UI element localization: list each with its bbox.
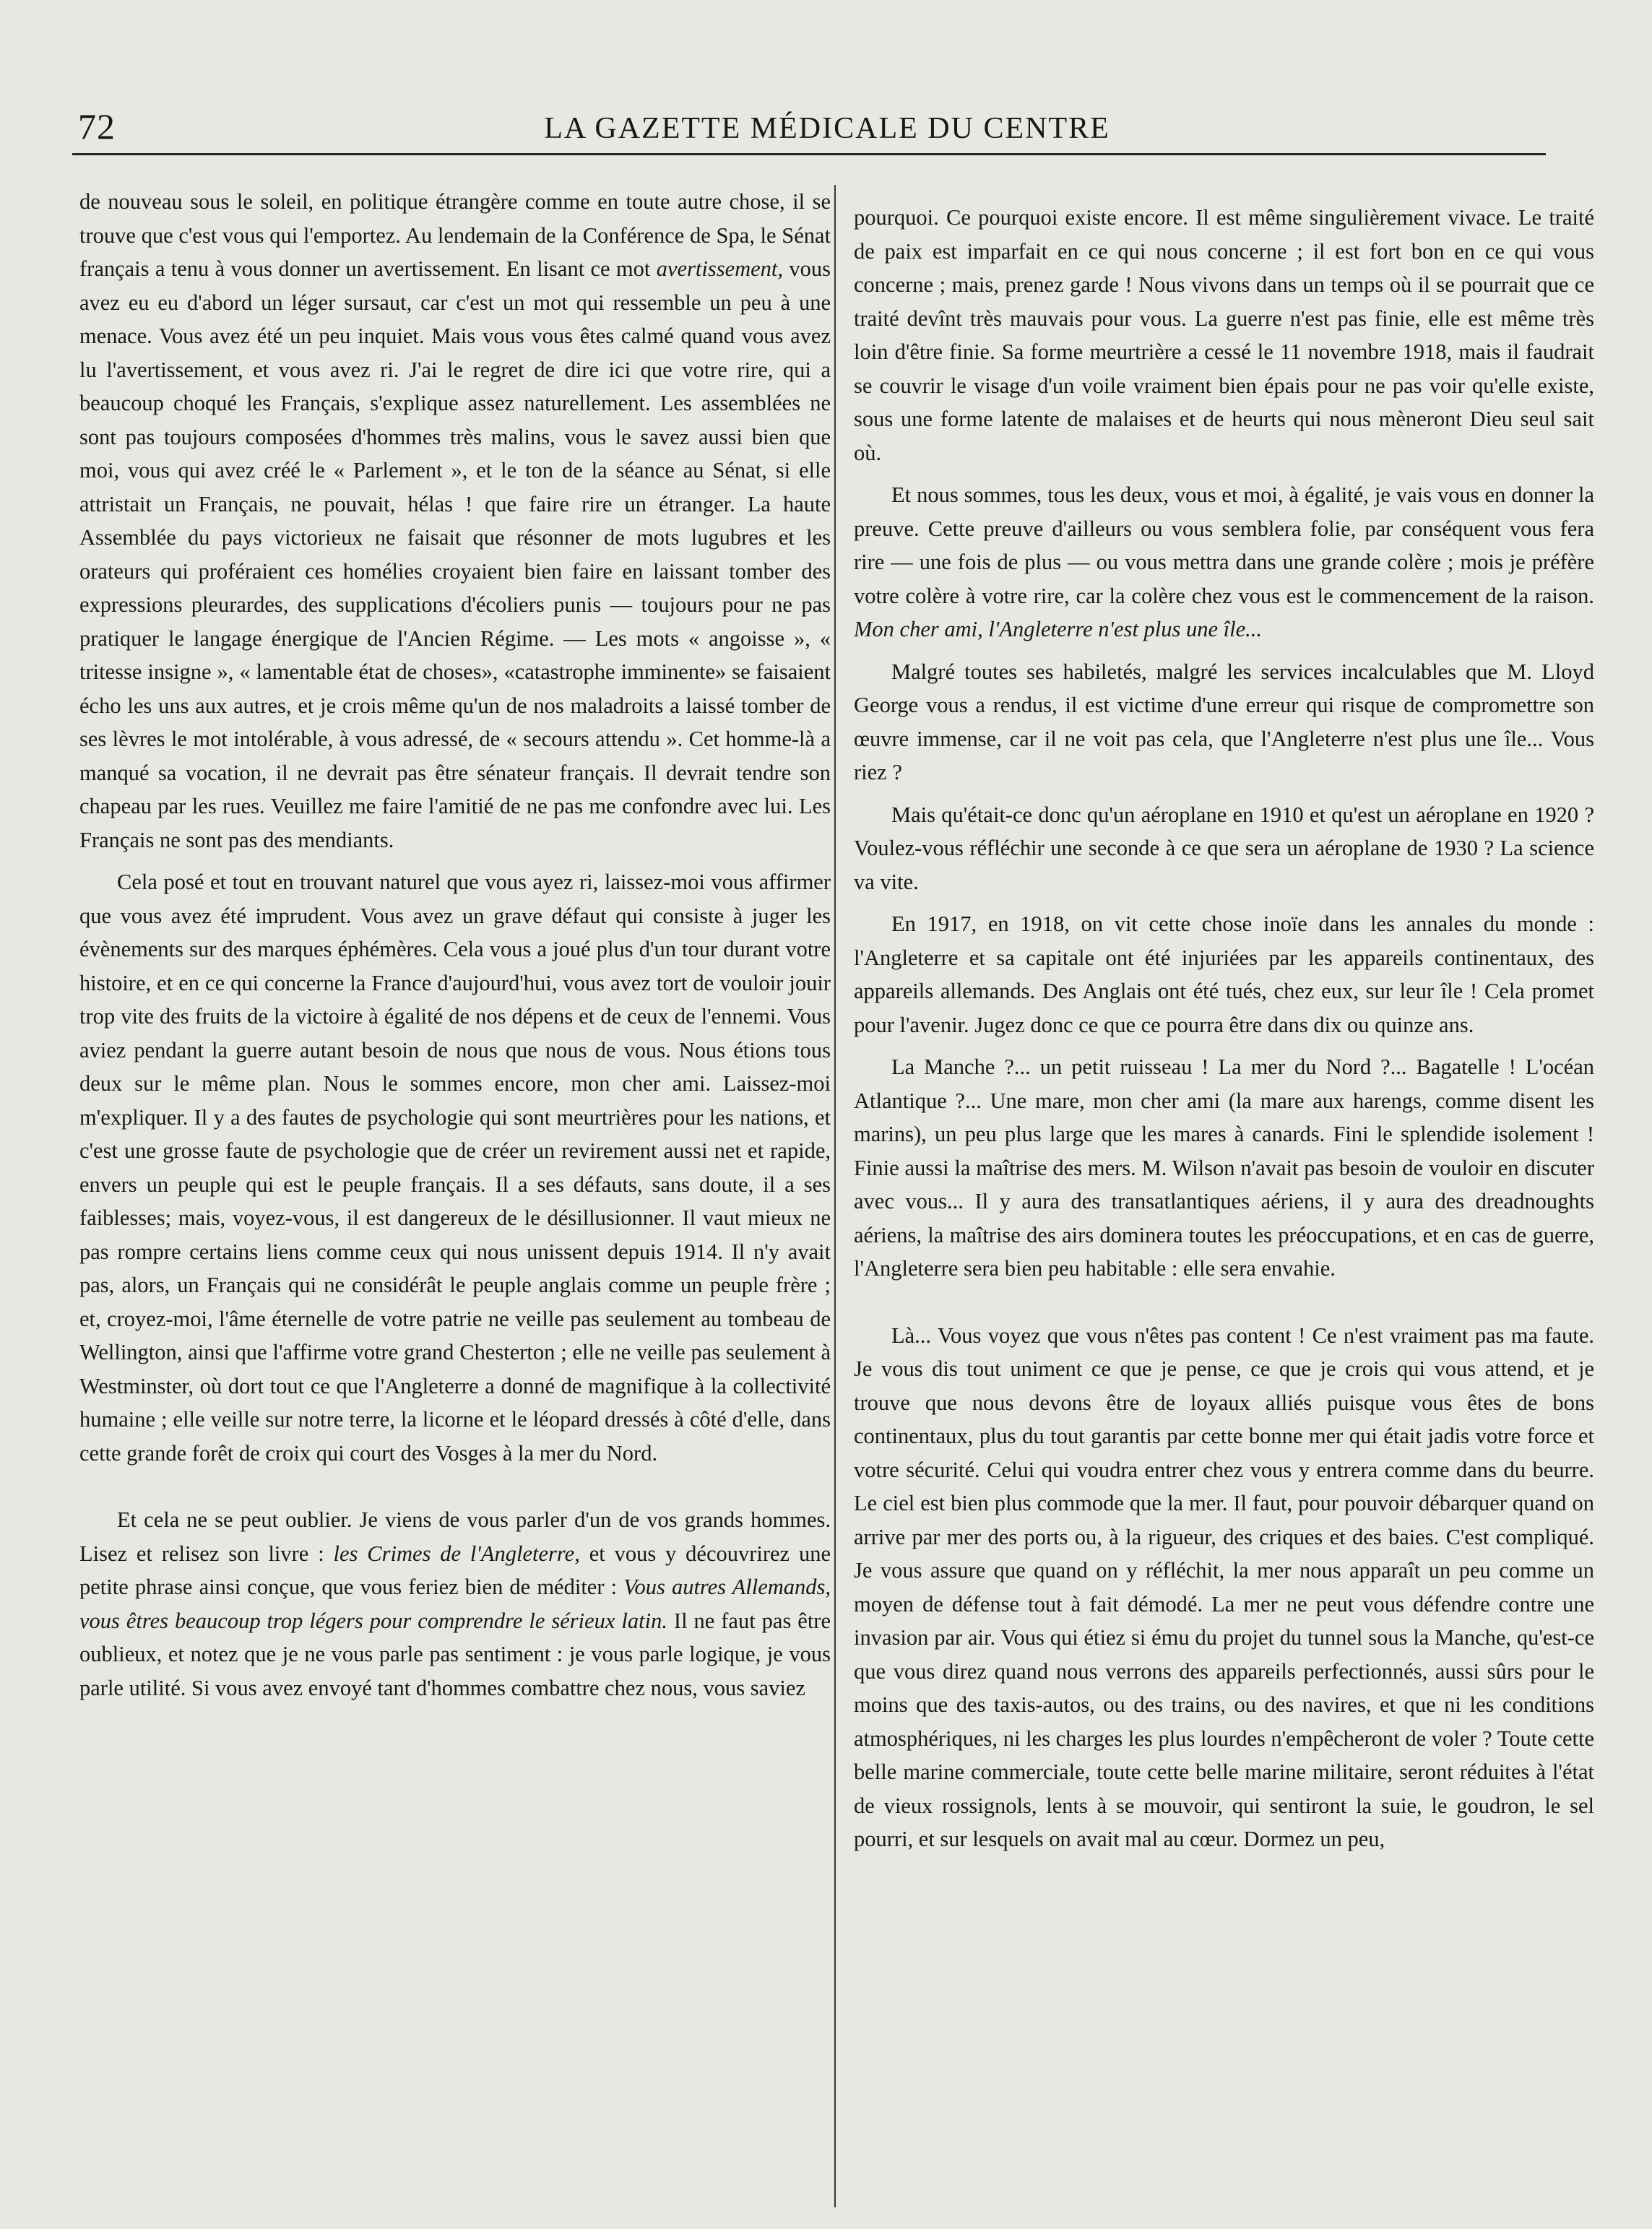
right-paragraph-5: En 1917, en 1918, on vit cette chose inoïe dans les annales du monde : l'Angleterre et sa capitale ont été injuriées par les appareils continentaux, des appareils allemands. Des Anglais ont été tués, chez eux, sur leur île ! Cela promet pour l'avenir. Jugez donc ce que ce pourra être dans dix ou quinze ans.	[854, 912, 1594, 1037]
left-paragraph-1: de nouveau sous le soleil, en politique étrangère comme en toute autre chose, il se trouve que c'est vous qui l'emportez. Au lendemain de la Conférence de Spa, le Sénat français a tenu à vous donner un avertissement. En lisant ce mot avertissement, vous avez eu eu d'abord un léger sursaut, car c'est un mot qui ressemble un peu à une menace. Vous avez été un peu inquiet. Mais vous vous êtes calmé quand vous avez lu l'avertissement, et vous avez ri. J'ai le regret de dire ici que votre rire, qui a beaucoup choqué les Français, s'explique assez naturellement. Les assemblées ne sont pas toujours composées d'hommes très malins, vous le savez aussi bien que moi, vous qui avez créé le « Parlement », et le ton de la séance au Sénat, si elle attristait un Français, ne pouvait, hélas ! que faire rire un étranger. La haute Assemblée du pays victorieux ne faisait que résonner de mots lugubres et les orateurs qui proféraient ces homélies croyaient bien faire en laissant tomber des expressions pleurardes, des supplications d'écoliers punis — toujours pour ne pas pratiquer le langage énergique de l'Ancien Régime. — Les mots « angoisse », « tritesse insigne », « lamentable état de choses», «catastrophe imminente» se faisaient écho les uns aux autres, et je crois même qu'un de nos maladroits a laissé tomber de ses lèvres le mot intolérable, à vous adressé, de « secours attendu ». Cet homme-là a manqué sa vocation, il ne devrait pas être sénateur français. Il devrait tendre son chapeau par les rues. Veuillez me faire l'amitié de ne pas me confondre avec lui. Les Français ne sont pas des mendiants.	[79, 189, 831, 852]
left-column	[79, 185, 831, 2207]
right-column	[854, 201, 1594, 2223]
header-rule	[72, 153, 1546, 155]
column-divider	[834, 185, 836, 2207]
right-paragraph-6: La Manche ?... un petit ruisseau ! La mer du Nord ?... Bagatelle ! L'océan Atlantique ?... Une mare, mon cher ami (la mare aux harengs, comme disent les marins), un peu plus large que les mares à canards. Fini le splendide isolement ! Finie aussi la maîtrise des mers. M. Wilson n'avait pas besoin de vouloir en discuter avec vous... Il y aura des transatlantiques aériens, il y aura des dreadnoughts aériens, la maîtrise des airs dominera toutes les préoccupations, et en cas de guerre, l'Angleterre sera bien peu habitable : elle sera envahie.	[854, 1055, 1594, 1281]
page-number: 72	[78, 106, 116, 147]
journal-title: LA GAZETTE MÉDICALE DU CENTRE	[544, 112, 1110, 145]
right-paragraph-3: Malgré toutes ses habiletés, malgré les services incalculables que M. Lloyd George vous a rendus, il est victime d'une erreur qui risque de compromettre son œuvre immense, car il ne voit pas cela, que l'Angleterre n'est plus une île... Vous riez ?	[854, 659, 1594, 784]
left-paragraph-3: Et cela ne se peut oublier. Je viens de vous parler d'un de vos grands hommes. Lisez et relisez son livre : les Crimes de l'Angleterre, et vous y découvrirez une petite phrase ainsi conçue, que vous feriez bien de méditer : Vous autres Allemands, vous êtres beaucoup trop légers pour comprendre le sérieux latin. Il ne faut pas être oublieux, et notez que je ne vous parle pas sentiment : je vous parle logique, je vous parle utilité. Si vous avez envoyé tant d'hommes combattre chez nous, vous saviez	[79, 1507, 831, 1700]
page-header	[65, 101, 1589, 159]
right-paragraph-2: Et nous sommes, tous les deux, vous et moi, à égalité, je vais vous en donner la preuve. Cette preuve d'ailleurs ou vous semblera folie, par conséquent vous fera rire — une fois de plus — ou vous mettra dans une grande colère ; mois je préfère votre colère à votre rire, car la colère chez vous est le commencement de la raison. Mon cher ami, l'Angleterre n'est plus une île...	[854, 482, 1594, 641]
right-paragraph-1: pourquoi. Ce pourquoi existe encore. Il est même singulièrement vivace. Le traité de paix est imparfait en ce qui nous concerne ; il est fort bon en ce qui vous concerne ; mais, prenez garde ! Nous vivons dans un temps où il se pourrait que ce traité devînt très mauvais pour vous. La guerre n'est pas finie, elle est même très loin d'être finie. Sa forme meurtrière a cessé le 11 novembre 1918, mais il faudrait se couvrir le visage d'un voile vraiment bien épais pour ne pas voir qu'elle existe, sous une forme latente de malaises et de heurts qui nous mèneront Dieu seul sait où.	[854, 205, 1594, 465]
right-paragraph-4: Mais qu'était-ce donc qu'un aéroplane en 1910 et qu'est un aéroplane en 1920 ? Voulez-vous réfléchir une seconde à ce que sera un aéroplane de 1930 ? La science va vite.	[854, 802, 1594, 894]
left-paragraph-2: Cela posé et tout en trouvant naturel que vous ayez ri, laissez-moi vous affirmer que vous avez été imprudent. Vous avez un grave défaut qui consiste à juger les évènements sur des marques éphémères. Cela vous a joué plus d'un tour durant votre histoire, et en ce qui concerne la France d'aujourd'hui, vous avez tort de vouloir jouir trop vite des fruits de la victoire à égalité de nos dépens et de ceux de l'ennemi. Vous aviez pendant la guerre autant besoin de nous que nous de vous. Nous étions tous deux sur le même plan. Nous le sommes encore, mon cher ami. Laissez-moi m'expliquer. Il y a des fautes de psychologie qui sont meurtrières pour les nations, et c'est une grosse faute de psychologie que de créer un revirement aussi net et rapide, envers un peuple qui est le peuple français. Il a ses défauts, sans doute, il a ses faiblesses; mais, voyez-vous, il est dangereux de le désillusionner. Il vaut mieux ne pas rompre certains liens comme ceux qui nous unissent depuis 1914. Il n'y avait pas, alors, un Français qui ne considérât le peuple anglais comme un peuple frère ; et, croyez-moi, l'âme éternelle de votre patrie ne veille pas seulement au tombeau de Wellington, ainsi que l'affirme votre grand Chesterton ; elle ne veille pas seulement à Westminster, où dort tout ce que l'Angleterre a donné de magnifique à la collectivité humaine ; elle veille sur notre terre, la licorne et le léopard dressés à côté d'elle, dans cette grande forêt de croix qui court des Vosges à la mer du Nord.	[79, 870, 831, 1466]
right-paragraph-7: Là... Vous voyez que vous n'êtes pas content ! Ce n'est vraiment pas ma faute. Je vous dis tout uniment ce que je pense, ce que je crois qui vous attend, et je trouve que nous devons être de loyaux alliés puisque vous êtes de bons continentaux, plus du tout garantis par cette bonne mer qui était jadis votre force et votre sécurité. Celui qui voudra entrer chez vous y entrera comme dans du beurre. Le ciel est bien plus commode que la mer. Il faut, pour pouvoir débarquer quand on arrive par mer des ports ou, à la rigueur, des criques et des baies. C'est compliqué. Je vous assure que quand on y réfléchit, la mer nous apparaît un peu comme un moyen de défense tout à fait démodé. La mer ne peut vous défendre contre une invasion par air. Vous qui étiez si ému du projet du tunnel sous la Manche, qu'est-ce que vous direz quand nous verrons des appareils perfectionnés, aussi sûrs pour le moins que des taxis-autos, ou des trains, ou des navires, et que ni les conditions atmosphériques, ni les charges les plus lourdes n'empêcheront de voler ? Toute cette belle marine commerciale, toute cette belle marine militaire, seront réduites à l'état de vieux rossignols, lents à se mouvoir, qui sentiront la suie, le goudron, le sel pourri, et sur lesquels on avait mal au cœur. Dormez un peu,	[854, 1323, 1594, 1851]
